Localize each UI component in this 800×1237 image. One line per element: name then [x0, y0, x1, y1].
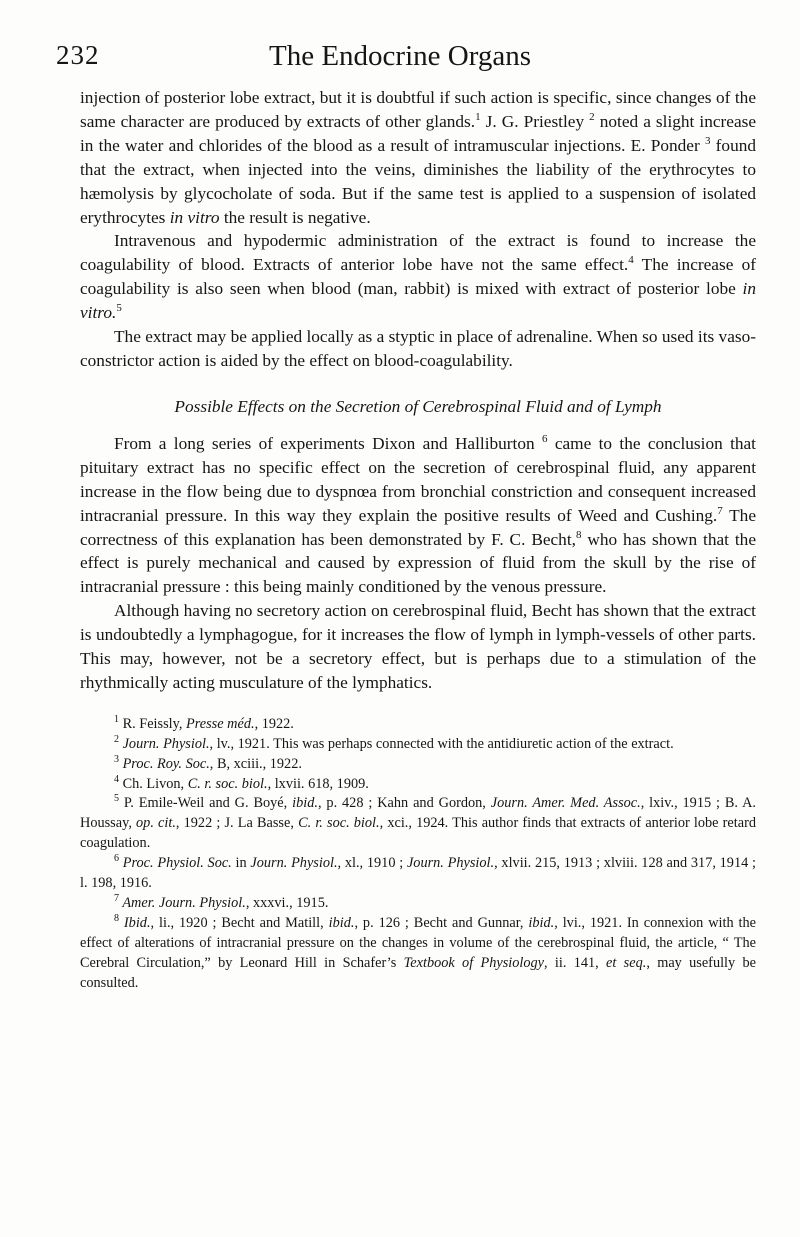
text: , 1922. — [254, 715, 294, 732]
footnote-3 — [80, 755, 756, 775]
italic-text: op. cit. — [136, 815, 176, 832]
footnote-ref-8: 8 — [575, 528, 582, 541]
text: , may usefully be consulted. — [80, 954, 756, 991]
text: Ch. Livon, — [119, 775, 188, 792]
italic-text: Ibid. — [119, 914, 151, 931]
text: , lxiv., 1915 ; B. A. Houssay, — [80, 795, 756, 832]
text: , lxvii. 618, 1909. — [267, 775, 369, 792]
italic-text: C. r. soc. biol. — [187, 775, 268, 792]
text: who has shown that the effect is purely mechanical and caused by expression of fluid from the skull by the rise of intracranial pressure : this being mainly conditioned by the venous pressure. — [80, 529, 756, 597]
footnote-2 — [80, 735, 756, 755]
footnote-4 — [80, 775, 756, 795]
page-number: 232 — [56, 40, 100, 70]
italic-text: ibid. — [328, 914, 355, 931]
text: the result is negative. — [219, 207, 371, 227]
text: From a long series of experiments Dixon and Halliburton — [114, 433, 542, 453]
paragraph-5: Although having no secretory action on cerebrospinal fluid, Becht has shown that the extract is undoubtedly a lymphagogue, for it increases the flow of lymph in lymph-vessels of other parts. This may, however, not be a secretory effect, but is perhaps due to a stimulation of the rhythmically acting musculature of the lymphatics. — [80, 601, 756, 692]
footnotes — [80, 715, 756, 994]
italic-text: ibid. — [528, 914, 555, 931]
text: Intravenous and hypodermic administration of the extract is found to increase the coagulability of blood. Extracts of anterior lobe have not the same effect. — [80, 231, 756, 275]
footnote-ref-3: 3 — [704, 135, 711, 148]
italic-text: Journ. Physiol. — [119, 735, 210, 752]
running-head: The Endocrine Organs — [269, 40, 531, 72]
italic-text: Textbook of Physiology — [403, 954, 544, 971]
italic-text: C. r. soc. biol. — [298, 815, 380, 832]
paragraph-3: The extract may be applied locally as a styptic in place of adrenaline. When so used its vaso-constrictor action is aided by the effect on blood-coagulability. — [80, 327, 756, 370]
footnote-1 — [80, 715, 756, 735]
italic-text: in vitro. — [80, 279, 756, 323]
footnote-ref-2: 2 — [589, 111, 595, 124]
text: P. Emile-Weil and G. Boyé, — [119, 795, 293, 812]
text: injection of posterior lobe extract, but it is doubtful if such action is specific, since changes of the same character are produced by extracts of other glands. — [80, 88, 756, 131]
italic-text: Journ. Physiol. — [406, 855, 495, 872]
italic-text: ibid. — [292, 795, 318, 812]
italic-text: Proc. Physiol. Soc. — [119, 855, 232, 872]
footnote-number: 7 — [114, 893, 119, 905]
italic-text: in vitro — [169, 207, 220, 227]
footnote-6 — [80, 854, 756, 894]
text: The increase of coagulability is also seen when blood (man, rabbit) is mixed with extract of posterior lobe — [80, 255, 757, 299]
footnote-number: 3 — [114, 753, 119, 765]
text: J. G. Priestley — [480, 111, 590, 131]
paragraph-4 — [80, 432, 756, 599]
italic-text: Proc. Roy. Soc. — [119, 755, 210, 772]
text: noted a slight increase in the water and chlorides of the blood as a result of intramuscular injections. E. Ponder — [80, 111, 757, 155]
footnote-8 — [80, 914, 756, 994]
footnote-5 — [80, 794, 756, 854]
footnote-7 — [80, 894, 756, 914]
footnote-number: 6 — [114, 853, 119, 865]
text: , li., 1920 ; Becht and Matill, — [150, 914, 329, 931]
italic-text: et seq. — [606, 954, 647, 971]
text: found that the extract, when injected into the veins, diminishes the liability of the erythrocytes to hæmolysis by glycocholate of soda. But if the same test is applied to a suspension of isolated erythrocytes — [80, 135, 756, 227]
footnote-ref-1: 1 — [475, 111, 481, 124]
footnote-ref-4: 4 — [628, 254, 634, 267]
page-header — [0, 40, 800, 90]
text: , xlvii. 215, 1913 ; xlviii. 128 and 317, 1914 ; l. 198, 1916. — [80, 855, 756, 892]
text: came to the conclusion that pituitary extract has no specific effect on the secretion of cerebrospinal fluid, any apparent increase in the flow being due to dyspnœa from bronchial constriction and consequent increased intracranial pressure. In this way they explain the positive results of Weed and Cushing. — [80, 433, 756, 525]
footnote-number: 1 — [114, 714, 119, 726]
italic-text: Presse méd. — [186, 715, 255, 732]
paragraph-1 — [80, 86, 756, 229]
text: in — [231, 855, 251, 872]
text: , xl., 1910 ; — [337, 855, 407, 872]
italic-text: Amer. Journ. Physiol. — [119, 895, 246, 911]
text: , p. 126 ; Becht and Gunnar, — [354, 914, 529, 931]
text: , p. 428 ; Kahn and Gordon, — [317, 795, 491, 812]
footnote-number: 8 — [114, 913, 119, 925]
footnote-number: 4 — [114, 773, 119, 785]
text: , lvi., 1921. In connexion with the effect of alterations of intracranial pressure on the changes in volume of the cerebrospinal fluid, the article, “ The Cerebral Circulation,” by Leonard Hill in Schafer’s — [80, 914, 756, 971]
footnote-ref-5: 5 — [116, 302, 122, 315]
text: , lv., 1921. This was perhaps connected with the antidiuretic action of the extract. — [209, 735, 674, 752]
text: , xci., 1924. This author finds that extracts of anterior lobe retard coagulation. — [80, 815, 757, 852]
text: R. Feissly, — [119, 715, 186, 732]
italic-text: Journ. Physiol. — [250, 855, 338, 872]
text: , xxxvi., 1915. — [245, 895, 329, 911]
page-body — [80, 86, 756, 994]
text: The correctness of this explanation has been demonstrated by F. C. Becht, — [80, 505, 756, 549]
footnote-number: 2 — [114, 733, 119, 745]
text: , B, xciii., 1922. — [209, 755, 302, 772]
paragraph-2 — [80, 229, 756, 325]
footnote-number: 5 — [114, 793, 119, 805]
italic-text: Journ. Amer. Med. Assoc. — [490, 795, 641, 812]
footnote-ref-7: 7 — [717, 504, 723, 517]
text: , 1922 ; J. La Basse, — [175, 815, 299, 832]
text: , ii. 141, — [544, 954, 607, 971]
section-heading: Possible Effects on the Secretion of Cerebrospinal Fluid and of Lymph — [174, 396, 662, 416]
footnote-ref-6: 6 — [541, 433, 548, 446]
